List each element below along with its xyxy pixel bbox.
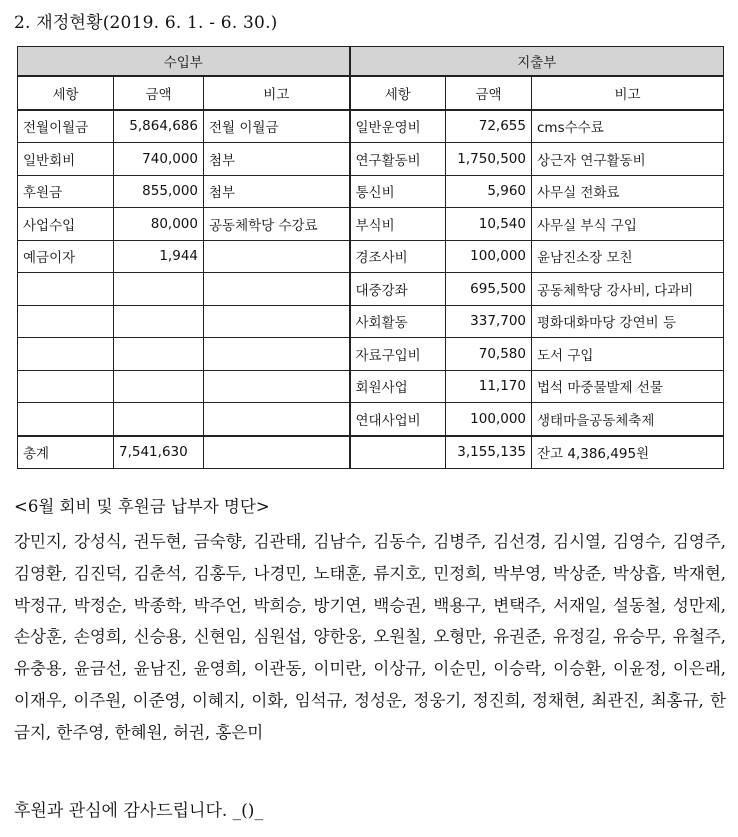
donor-list: 강민지, 강성식, 권두현, 금숙향, 김관태, 김남수, 김동수, 김병주, 김선경, 김시열, 김영수, 김영주, 김영환, 김진덕, 김춘석, 김홍두, 나경민, 노태훈, 류지호, 민정희, 박부영, 박상준, 박상흡, 박재현, 박정규, 박정순, 박종학, 박주언, 박희승, 방기연, 백승권, 백용구, 변택주, 서재일, 설동철, 성만제, 손상훈, 손영희, 신승용, 신현임, 심원섭, 양한웅, 오원칠, 오형만, 유권준, 유정길, 유승무, 유철주, 유충용, 윤금선, 윤남진, 윤영희, 이관동, 이미란, 이상규, 이순민, 이승락, 이승환, 이윤정, 이은래, 이재우, 이주원, 이준영, 이혜지, 이화, 임석규, 정성운, 정웅기, 정진희, 정채현, 최관진, 최홍규, 한금지, 한주영, 한혜원, 허권, 홍은미 <box>14 532 726 742</box>
income-total: 7,541,630 <box>114 436 204 469</box>
expense-item: 통신비 <box>350 175 446 208</box>
empty-cell <box>350 436 446 469</box>
table-row <box>18 110 724 143</box>
expense-note: 사무실 전화료 <box>532 175 724 208</box>
expense-note: 도서 구입 <box>532 338 724 371</box>
expense-item: 일반운영비 <box>350 110 446 143</box>
income-amount: 5,864,686 <box>114 110 204 143</box>
income-amount: 855,000 <box>114 175 204 208</box>
expense-section-title: 지출부 <box>350 47 724 77</box>
expense-amount: 1,750,500 <box>446 143 532 176</box>
income-item <box>18 370 114 403</box>
total-label: 총계 <box>18 436 114 469</box>
table-row <box>18 305 724 338</box>
col-expense-item: 세항 <box>350 76 446 110</box>
income-amount: 740,000 <box>114 143 204 176</box>
expense-note: 평화대화마당 강연비 등 <box>532 305 724 338</box>
expense-item: 경조사비 <box>350 240 446 273</box>
table-row <box>18 403 724 436</box>
income-item: 전월이월금 <box>18 110 114 143</box>
table-row <box>18 273 724 306</box>
income-section-title: 수입부 <box>18 47 350 77</box>
expense-amount: 70,580 <box>446 338 532 371</box>
income-note <box>204 305 350 338</box>
thanks-message: 후원과 관심에 감사드립니다. _()_ <box>14 801 263 821</box>
income-amount: 80,000 <box>114 208 204 241</box>
balance: 잔고 4,386,495원 <box>532 436 724 469</box>
expense-note: 생태마을공동체축제 <box>532 403 724 436</box>
expense-item: 사회활동 <box>350 305 446 338</box>
income-note <box>204 240 350 273</box>
column-header-row <box>18 76 724 110</box>
table-row <box>18 338 724 371</box>
table-row <box>18 143 724 176</box>
table-row <box>18 240 724 273</box>
income-item <box>18 273 114 306</box>
expense-amount: 100,000 <box>446 403 532 436</box>
total-row <box>18 436 724 469</box>
col-income-amount: 금액 <box>114 76 204 110</box>
income-note <box>204 403 350 436</box>
income-note: 공동체학당 수강료 <box>204 208 350 241</box>
expense-note: 사무실 부식 구입 <box>532 208 724 241</box>
expense-amount: 5,960 <box>446 175 532 208</box>
expense-note: 법석 마중물발제 선물 <box>532 370 724 403</box>
income-note <box>204 273 350 306</box>
expense-item: 자료구입비 <box>350 338 446 371</box>
income-item: 사업수입 <box>18 208 114 241</box>
income-note: 첨부 <box>204 143 350 176</box>
income-note: 첨부 <box>204 175 350 208</box>
expense-note: 공동체학당 강사비, 다과비 <box>532 273 724 306</box>
col-expense-amount: 금액 <box>446 76 532 110</box>
expense-amount: 10,540 <box>446 208 532 241</box>
income-amount <box>114 403 204 436</box>
income-amount <box>114 370 204 403</box>
section-heading: 2. 재정현황(2019. 6. 1. - 6. 30.) <box>14 13 278 33</box>
income-item <box>18 305 114 338</box>
income-item <box>18 403 114 436</box>
finance-table <box>17 46 724 469</box>
expense-amount: 100,000 <box>446 240 532 273</box>
expense-note: cms수수료 <box>532 110 724 143</box>
expense-item: 부식비 <box>350 208 446 241</box>
income-item: 후원금 <box>18 175 114 208</box>
expense-total: 3,155,135 <box>446 436 532 469</box>
table-row <box>18 208 724 241</box>
table-row <box>18 370 724 403</box>
col-income-note: 비고 <box>204 76 350 110</box>
expense-note: 윤남진소장 모친 <box>532 240 724 273</box>
income-note: 전월 이월금 <box>204 110 350 143</box>
col-income-item: 세항 <box>18 76 114 110</box>
expense-amount: 337,700 <box>446 305 532 338</box>
expense-item: 대중강좌 <box>350 273 446 306</box>
income-amount <box>114 338 204 371</box>
expense-item: 연대사업비 <box>350 403 446 436</box>
expense-amount: 11,170 <box>446 370 532 403</box>
donors-title: <6월 회비 및 후원금 납부자 명단> <box>14 497 270 516</box>
income-item: 예금이자 <box>18 240 114 273</box>
expense-note: 상근자 연구활동비 <box>532 143 724 176</box>
income-amount <box>114 273 204 306</box>
income-note <box>204 338 350 371</box>
table-row <box>18 175 724 208</box>
section-header-row <box>18 47 724 77</box>
income-item: 일반회비 <box>18 143 114 176</box>
income-item <box>18 338 114 371</box>
expense-amount: 72,655 <box>446 110 532 143</box>
expense-item: 연구활동비 <box>350 143 446 176</box>
expense-amount: 695,500 <box>446 273 532 306</box>
col-expense-note: 비고 <box>532 76 724 110</box>
empty-cell <box>204 436 350 469</box>
income-amount: 1,944 <box>114 240 204 273</box>
income-note <box>204 370 350 403</box>
income-amount <box>114 305 204 338</box>
expense-item: 회원사업 <box>350 370 446 403</box>
